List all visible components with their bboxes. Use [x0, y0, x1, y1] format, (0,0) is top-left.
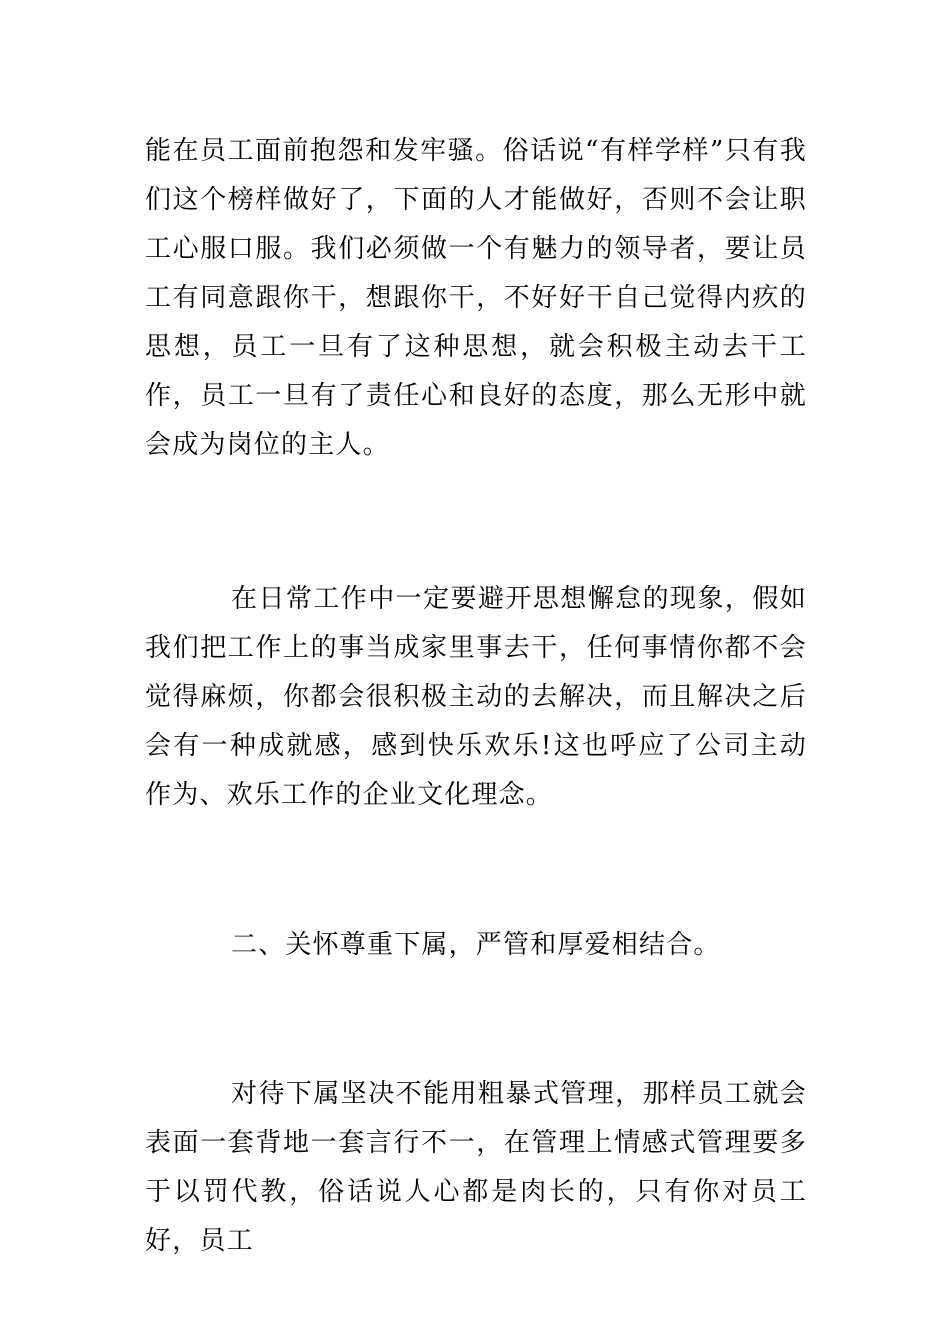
section-heading-care-respect: 二、关怀尊重下属，严管和厚爱相结合。: [231, 930, 721, 960]
paragraph-treat-subordinates: 对待下属坚决不能用粗暴式管理，那样员工就会表面一套背地一套言行不一，在管理上情感式管理要多于以罚代教，俗话说人心都是肉长的，只有你对员工好，员工: [145, 1079, 807, 1256]
paragraph-daily-work: 在日常工作中一定要避开思想懈怠的现象，假如我们把工作上的事当成家里事去干，任何事情你都不会觉得麻烦，你都会很积极主动的去解决，而且解决之后会有一种成就感，感到快乐欢乐!这也呼应了公司主动作为、欢乐工作的企业文化理念。: [145, 584, 807, 810]
paragraph-leadership-example: 能在员工面前抱怨和发牢骚。俗话说“有样学样”只有我们这个榜样做好了，下面的人才能做好，否则不会让职工心服口服。我们必须做一个有魅力的领导者，要让员工有同意跟你干，想跟你干，不好好干自己觉得内疚的思想，员工一旦有了这种思想，就会积极主动去干工作，员工一旦有了责任心和良好的态度，那么无形中就会成为岗位的主人。: [145, 136, 807, 460]
